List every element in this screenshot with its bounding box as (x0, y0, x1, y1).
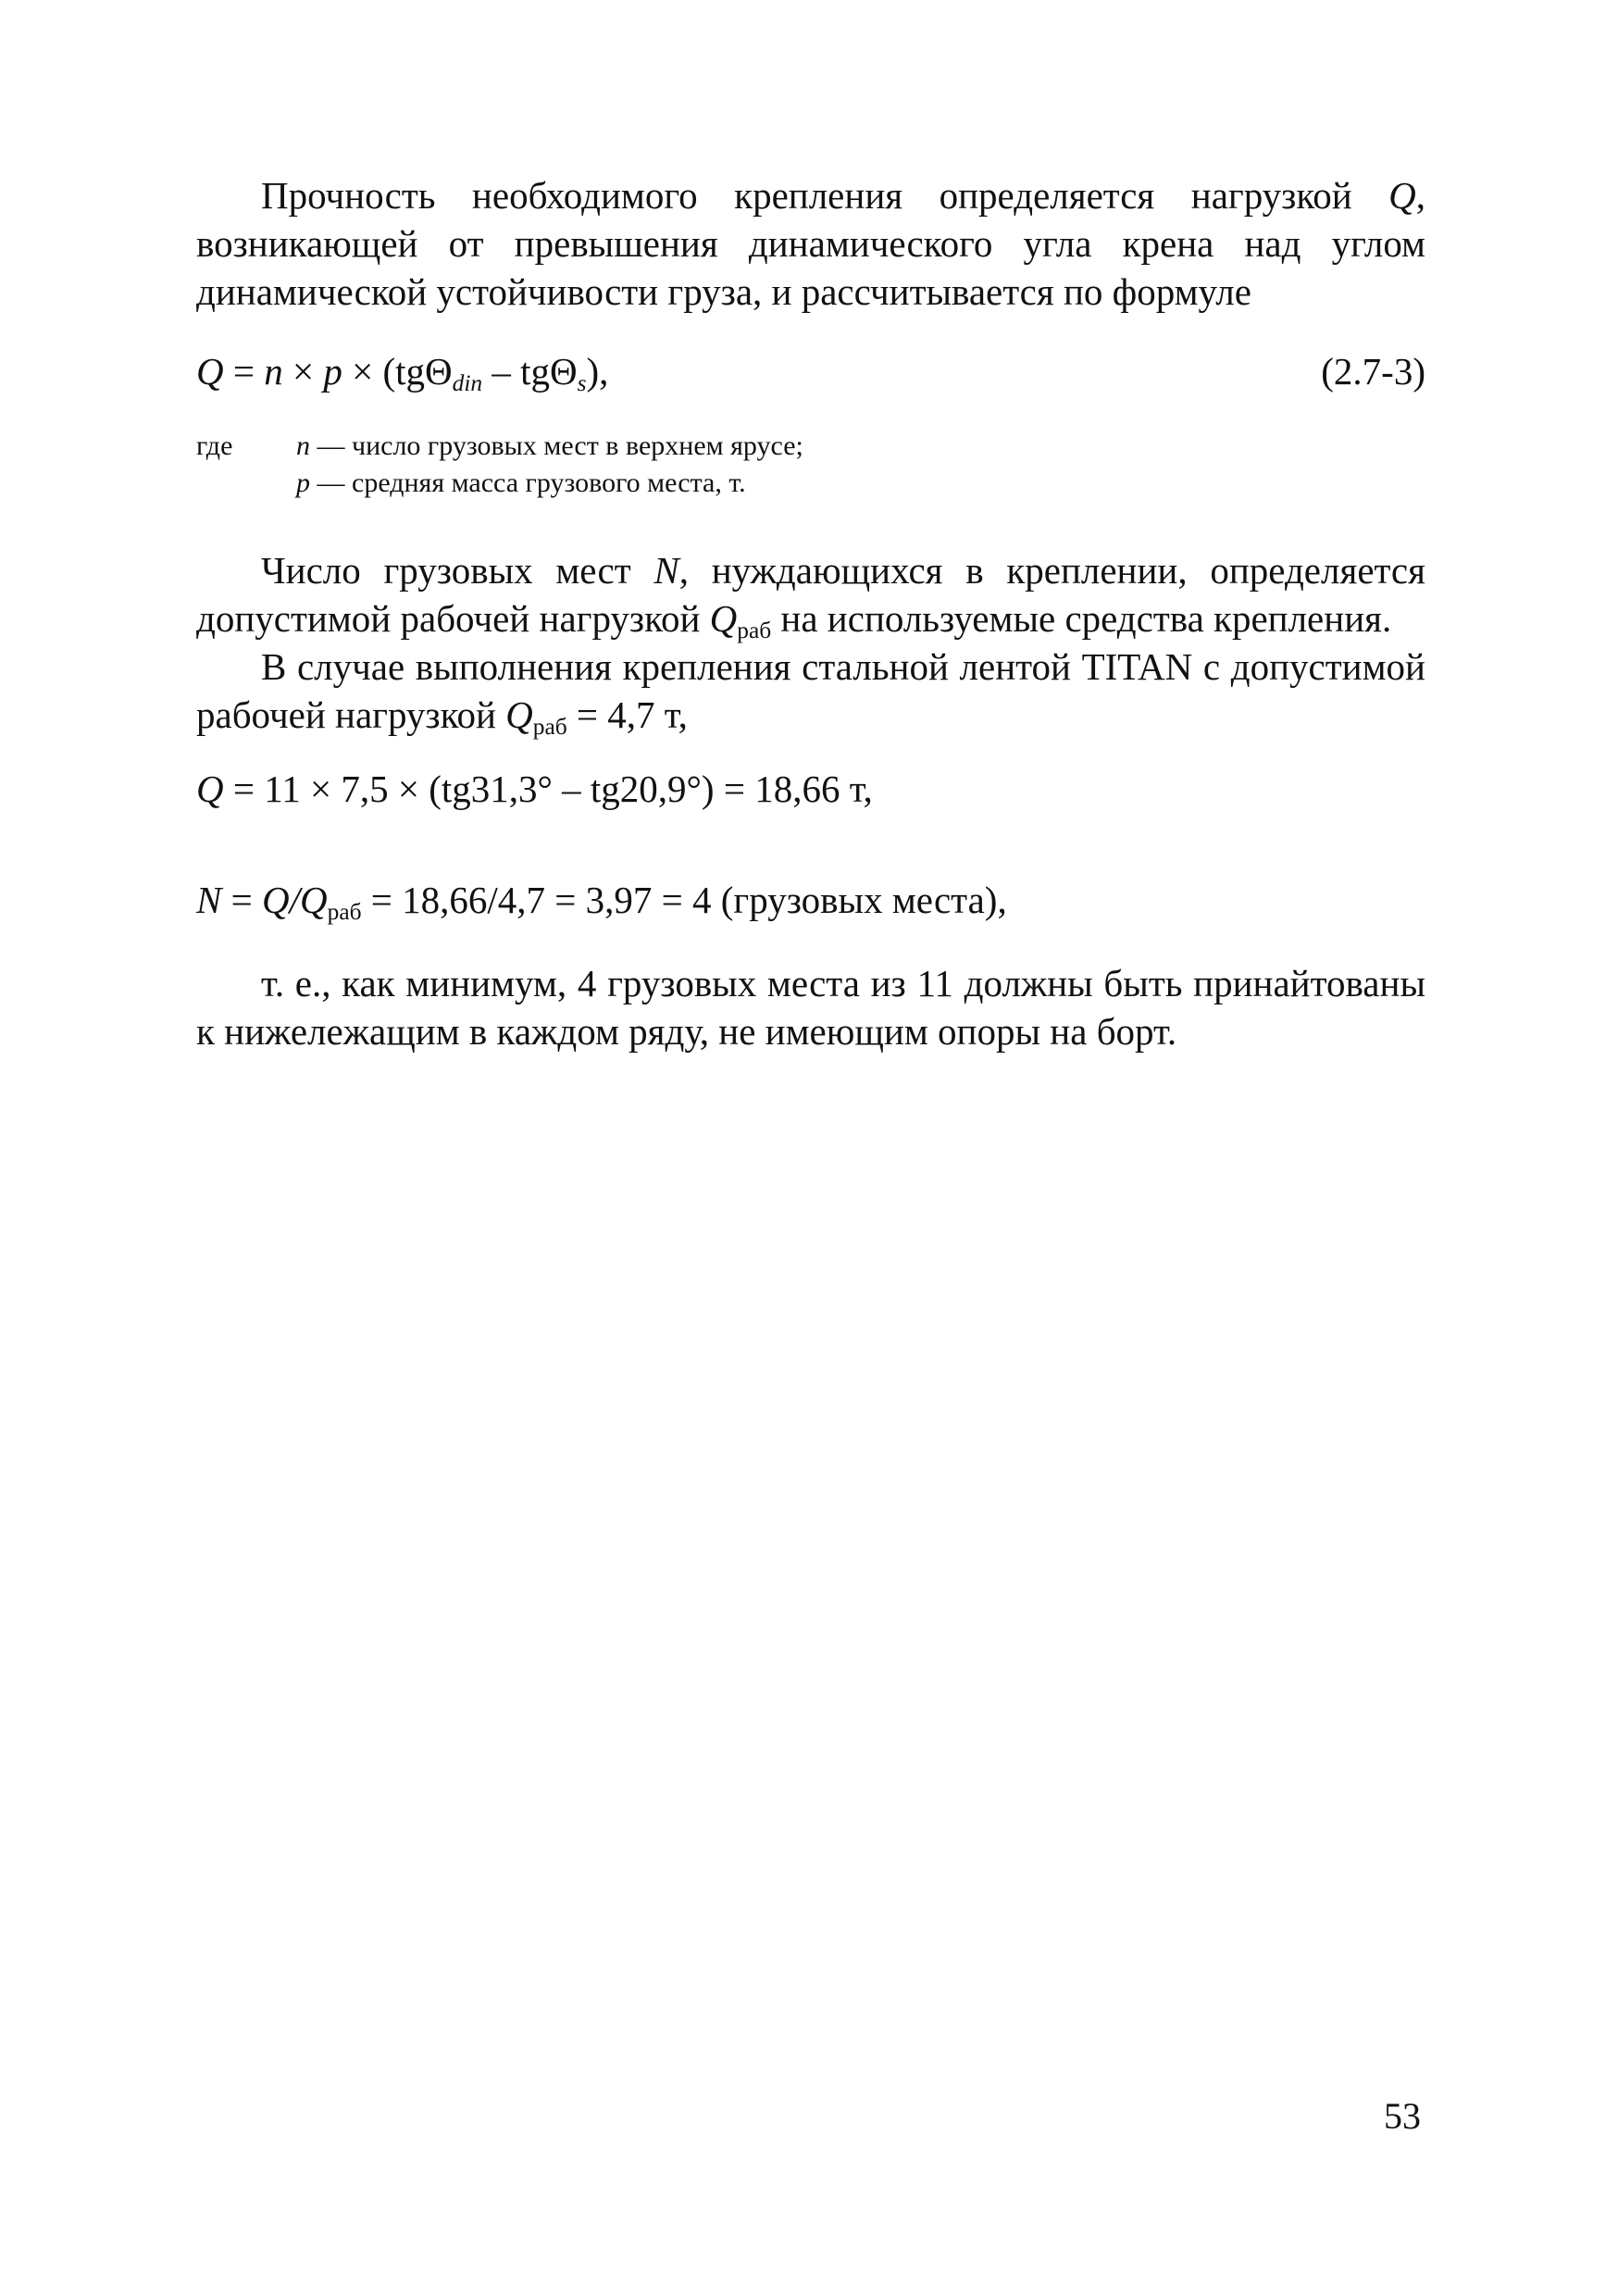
p2-var-n: N (653, 549, 679, 592)
where-symbol-p: p (296, 468, 310, 498)
p3-q: Q (505, 693, 533, 736)
formula3-slash: / (289, 879, 300, 921)
formula2-rest: = 11 × 7,5 × (tg31,3° – tg20,9°) = 18,66 т, (223, 767, 873, 810)
formula-q-calc (196, 765, 1425, 813)
p2-a: Число грузовых мест (261, 549, 654, 592)
where-label: где (196, 430, 233, 461)
where-text-n: — число грузовых мест в верхнем ярусе; (310, 430, 803, 461)
formula1-sub-din: din (452, 370, 483, 397)
formula3-eq: = (221, 879, 262, 921)
formula3-n: N (196, 879, 222, 921)
formula3-sub: раб (327, 899, 362, 926)
where-text-p: — средняя масса грузового места, т. (310, 468, 746, 498)
formula-2-7-3 (196, 347, 1425, 395)
where-item-p (296, 465, 746, 502)
p2-c: на используемые средства крепления. (771, 597, 1392, 640)
formula2-q: Q (196, 767, 224, 810)
p4-text: т. е., как минимум, 4 грузовых места из 11 должны быть принайтованы к нижележащим в каждом ряду, не имеющим опоры на борт. (196, 962, 1425, 1053)
page-number: 53 (1384, 2095, 1421, 2137)
formula1-times1: × (282, 350, 324, 393)
formula1-open: (tgΘ (382, 350, 453, 393)
formula1-p: p (323, 350, 342, 393)
formula1-eq: = (223, 350, 265, 393)
paragraph-cargo-places (196, 546, 1425, 643)
formula3-q1: Q (261, 879, 290, 921)
where-symbol-n: n (296, 430, 310, 461)
formula-number: (2.7-3) (1321, 350, 1425, 393)
p2-b: , нуждающихся в креплении, определяется допустимой рабочей нагрузкой (196, 549, 1425, 640)
formula1-times2: × (342, 350, 383, 393)
paragraph-conclusion (196, 959, 1425, 1055)
where-item-n (296, 428, 803, 465)
p1-text: Прочность необходимого крепления определяется нагрузкой (261, 174, 1389, 217)
paragraph-titan (196, 643, 1425, 739)
p2-q: Q (709, 597, 738, 640)
where-legend (196, 428, 1425, 505)
formula3-q2: Q (300, 879, 328, 921)
formula1-close: ), (586, 350, 609, 393)
formula1-n: n (264, 350, 283, 393)
p1-tail: , возникающей от превышения динамического угла крена над углом динамической устойчивости груза, и рассчитывается по формуле (196, 174, 1425, 313)
paragraph-strength (196, 171, 1425, 316)
p2-sub: раб (737, 618, 772, 644)
formula1-sub-s: s (577, 370, 587, 397)
p3-c: = 4,7 т, (566, 693, 688, 736)
formula3-rest: = 18,66/4,7 = 3,97 = 4 (грузовых места), (361, 879, 1007, 921)
p3-sub: раб (532, 714, 567, 741)
formula-n-calc (196, 876, 1425, 924)
formula1-q: Q (196, 350, 224, 393)
p1-var-q: Q (1388, 174, 1416, 217)
formula1-minus: – tgΘ (482, 350, 578, 393)
p3-a: В случае выполнения крепления стальной лентой TITAN с допустимой рабочей нагрузкой (196, 645, 1425, 736)
